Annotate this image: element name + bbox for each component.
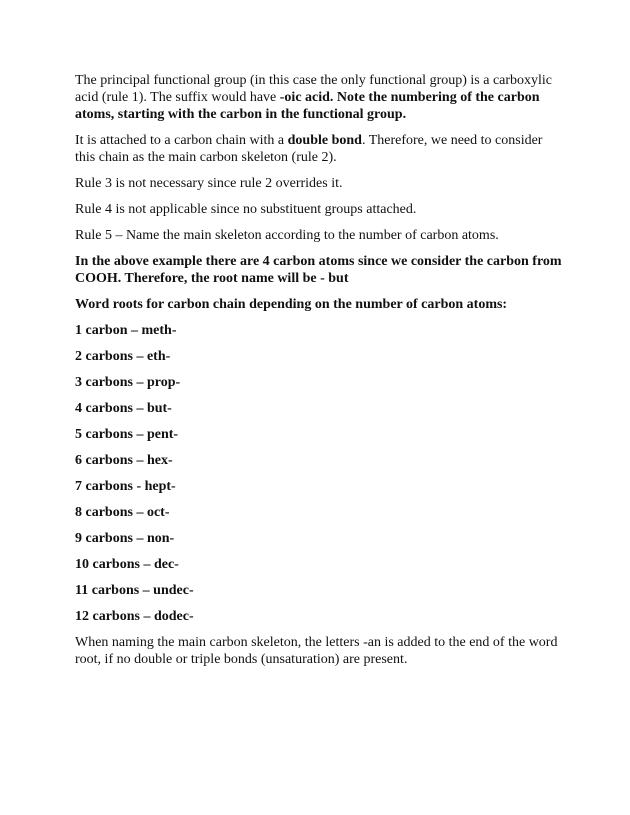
paragraph-rule-5: Rule 5 – Name the main skeleton according to the number of carbon atoms. [75,228,499,243]
paragraph-functional-group [75,72,565,123]
functional-group-text: The principal functional group (in this case the only functional group) is a carboxylic acid (rule 1). The suffix would have [75,73,553,105]
list-item: 12 carbons – dodec- [75,609,194,624]
list-item: 8 carbons – oct- [75,505,170,520]
document-page [75,72,565,677]
double-bond-bold: double bond [287,133,362,148]
list-item: 6 carbons – hex- [75,453,173,468]
word-roots-heading-bold: Word roots for carbon chain depending on the number of carbon atoms: [75,297,508,312]
paragraph-word-roots-heading [75,296,565,313]
functional-group-bold: -oic acid. Note the numbering of the carbon atoms, starting with the carbon in the functional group. [75,90,540,122]
paragraph-rule-3: Rule 3 is not necessary since rule 2 overrides it. [75,176,343,191]
list-item: 10 carbons – dec- [75,557,179,572]
paragraph-example [75,253,565,287]
paragraph-rule-4: Rule 4 is not applicable since no substituent groups attached. [75,202,417,217]
list-item: 7 carbons - hept- [75,479,176,494]
list-item: 1 carbon – meth- [75,323,177,338]
word-roots-list [75,322,565,625]
list-item: 3 carbons – prop- [75,375,181,390]
paragraph-double-bond [75,132,565,166]
list-item: 2 carbons – eth- [75,349,171,364]
paragraph-closing: When naming the main carbon skeleton, the letters -an is added to the end of the word root, if no double or triple bonds (unsaturation) are present. [75,635,558,667]
double-bond-pre: It is attached to a carbon chain with a [75,133,288,148]
list-item: 5 carbons – pent- [75,427,179,442]
double-bond-post: . Therefore, we need to consider this chain as the main carbon skeleton (rule 2). [75,133,543,165]
example-bold: In the above example there are 4 carbon atoms since we consider the carbon from COOH. Therefore, the root name will be - but [75,254,562,286]
list-item: 4 carbons – but- [75,401,172,416]
list-item: 9 carbons – non- [75,531,175,546]
list-item: 11 carbons – undec- [75,583,194,598]
